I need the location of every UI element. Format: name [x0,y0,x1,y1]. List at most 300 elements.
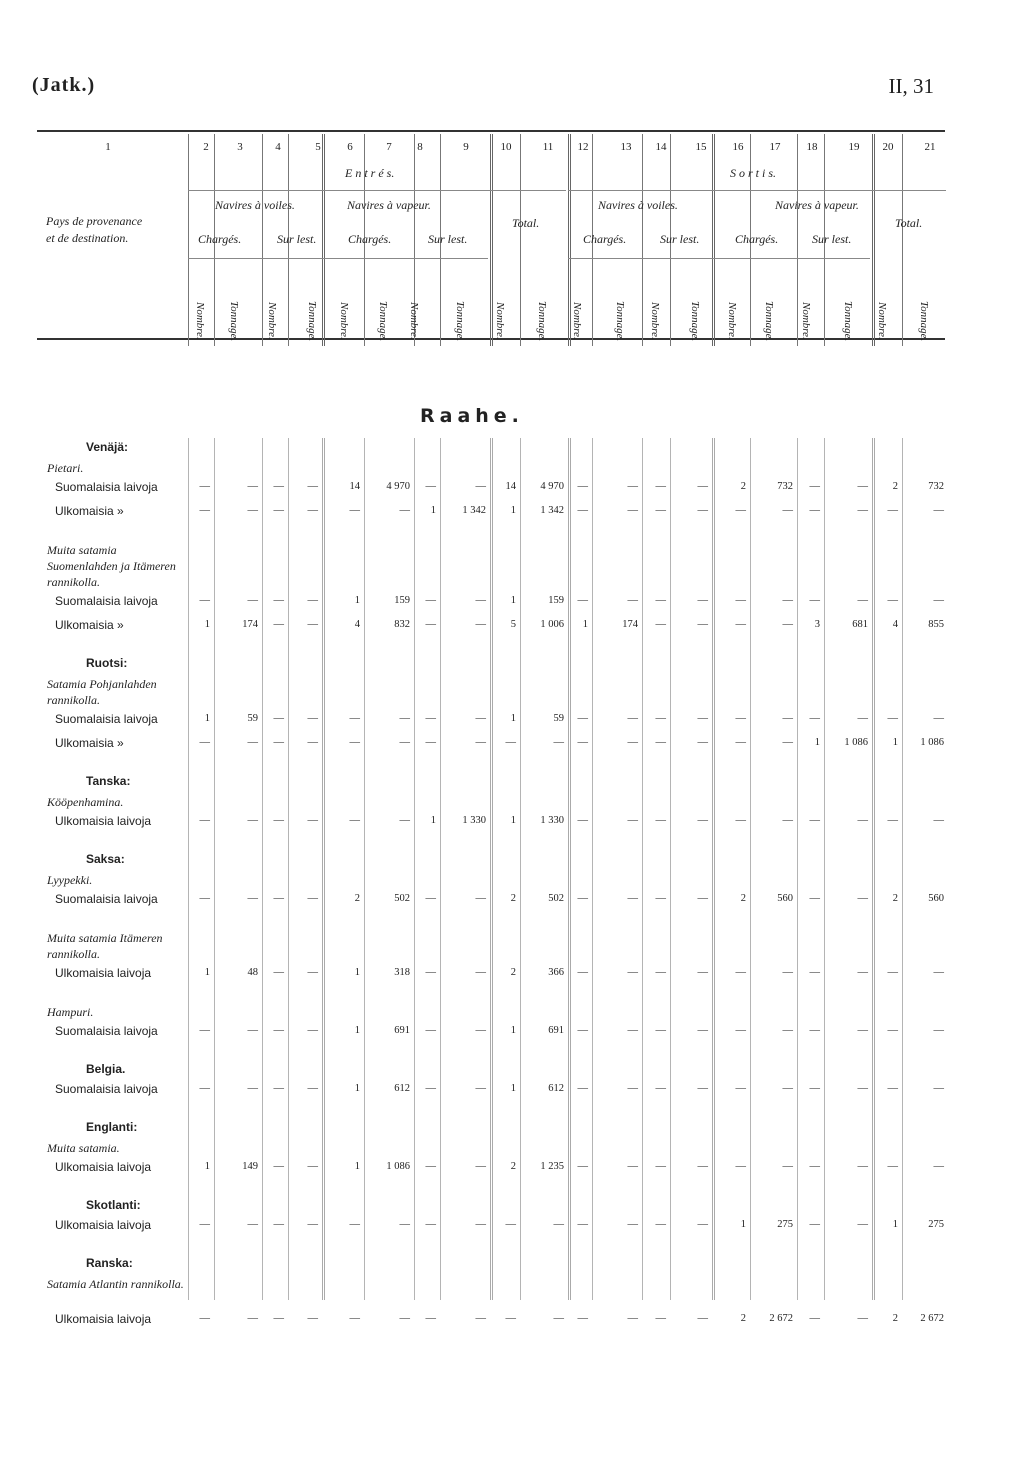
table-cell: — [399,737,410,748]
nombre-header: Nombre. [649,302,661,340]
table-cell: — [273,1025,284,1036]
table-cell: 366 [548,967,564,978]
table-cell: — [273,737,284,748]
table-cell: — [247,737,258,748]
table-cell: — [399,815,410,826]
sur-lest-label: Sur lest. [660,232,700,246]
row-label: Ulkomaisia laivoja [55,814,152,828]
country-heading: Saksa: [86,852,125,866]
table-cell: 1 086 [844,737,868,748]
column-number: 20 [882,141,894,153]
column-number: 10 [500,141,512,153]
place-label: Lyypekki. [47,873,93,887]
table-cell: — [857,595,868,606]
first-col-label-line2: et de destination. [46,231,129,245]
table-cell: 174 [622,619,638,630]
table-cell: — [425,737,436,748]
nombre-header: Nombre. [194,302,206,340]
country-heading: Ruotsi: [86,656,128,670]
column-number: 5 [315,141,321,153]
table-cell: 1 [204,713,210,724]
tonnage-header: Tonnage. [614,300,626,342]
body-column-rule [750,438,751,1300]
table-cell: 159 [548,595,564,606]
table-cell: — [809,967,820,978]
table-cell: — [199,595,210,606]
table-cell: 502 [394,893,410,904]
table-cell: — [697,481,708,492]
place-label: Muita satamia Suomenlahden ja Itämeren rannikolla. [47,543,176,589]
table-cell: — [425,967,436,978]
sortis-vapeur-label: Navires à vapeur. [775,198,859,212]
table-cell: — [857,815,868,826]
table-cell: — [697,619,708,630]
table-cell: — [782,737,793,748]
table-cell: — [505,737,516,748]
table-cell: — [735,815,746,826]
table-cell: — [577,737,588,748]
table-cell: — [697,815,708,826]
table-cell: — [933,713,944,724]
body-column-rule [824,438,825,1300]
page-number: II, 31 [888,74,934,98]
table-cell: — [247,1083,258,1094]
table-cell: 732 [777,481,793,492]
table-cell: 1 [814,737,820,748]
table-cell: — [399,1313,410,1324]
table-cell: — [809,1313,820,1324]
table-cell: — [782,815,793,826]
table-cell: — [655,1219,666,1230]
nombre-header: Nombre. [876,302,888,340]
table-cell: — [697,505,708,516]
table-cell: 275 [777,1219,793,1230]
table-cell: 48 [247,967,258,978]
column-number: 19 [848,141,860,153]
table-cell: 1 342 [540,505,564,516]
table-cell: — [809,893,820,904]
column-number: 12 [577,141,589,153]
table-cell: — [307,505,318,516]
table-cell: 4 970 [540,481,564,492]
table-cell: 3 [814,619,820,630]
table-cell: — [809,713,820,724]
table-cell: — [577,1313,588,1324]
table-cell: — [857,481,868,492]
table-cell: — [627,713,638,724]
table-cell: — [577,713,588,724]
table-cell: 1 [354,1025,360,1036]
table-cell: 502 [548,893,564,904]
table-cell: — [247,1219,258,1230]
column-rule [322,134,325,346]
table-cell: 1 [204,1161,210,1172]
table-cell: — [735,1025,746,1036]
column-rule [262,134,263,346]
table-cell: 2 [740,481,746,492]
table-cell: — [307,595,318,606]
entres-voiles-label: Navires à voiles. [215,198,295,212]
table-cell: — [857,713,868,724]
table-cell: — [577,505,588,516]
nombre-header: Nombre. [726,302,738,340]
row-label: Suomalaisia laivoja [55,892,158,906]
table-cell: — [782,713,793,724]
table-cell: 5 [510,619,516,630]
table-cell: — [425,713,436,724]
body-column-rule [364,438,365,1300]
table-cell: — [887,595,898,606]
table-top-rule [37,130,945,132]
table-cell: 1 330 [462,815,486,826]
entres-total-label: Total. [512,216,540,230]
table-cell: — [735,967,746,978]
tonnage-header: Tonnage. [689,300,701,342]
table-cell: — [655,713,666,724]
table-cell: — [697,967,708,978]
table-cell: 2 672 [920,1313,944,1324]
place-label: Satamia Pohjanlahden rannikolla. [47,677,157,707]
row-label: Ulkomaisia laivoja [55,1218,152,1232]
table-cell: — [735,1083,746,1094]
table-cell: — [349,1219,360,1230]
continuation-marker: (Jatk.) [32,74,96,96]
table-cell: 1 [204,619,210,630]
column-number: 21 [924,141,936,153]
table-cell: — [199,1025,210,1036]
table-cell: — [577,595,588,606]
table-cell: — [247,595,258,606]
table-cell: 2 [510,1161,516,1172]
table-cell: — [475,1161,486,1172]
place-label: Kööpenhamina. [47,795,124,809]
table-cell: 1 [510,815,516,826]
table-cell: 2 [892,893,898,904]
tonnage-header: Tonnage. [228,300,240,342]
sortis-total-label: Total. [895,216,923,230]
table-cell: — [697,713,708,724]
table-cell: — [697,1083,708,1094]
table-cell: 1 [204,967,210,978]
place-label: Muita satamia Itämeren rannikolla. [47,931,163,961]
table-cell: — [273,1219,284,1230]
table-cell: 612 [548,1083,564,1094]
table-cell: — [273,815,284,826]
tonnage-header: Tonnage. [306,300,318,342]
header-subrule [568,258,870,259]
table-cell: — [655,595,666,606]
column-number: 18 [806,141,818,153]
table-cell: 59 [553,713,564,724]
table-cell: — [627,967,638,978]
table-cell: — [577,1161,588,1172]
table-cell: — [809,481,820,492]
table-cell: — [857,967,868,978]
sur-lest-label: Sur lest. [277,232,317,246]
table-cell: 1 [510,595,516,606]
row-label: Ulkomaisia laivoja [55,966,152,980]
column-number: 8 [417,141,423,153]
table-cell: 1 086 [386,1161,410,1172]
row-label: Ulkomaisia » [55,736,124,750]
table-cell: 14 [349,481,360,492]
row-label: Ulkomaisia laivoja [55,1312,152,1326]
table-cell: — [697,595,708,606]
table-cell: — [505,1313,516,1324]
table-cell: — [735,619,746,630]
table-cell: 2 672 [769,1313,793,1324]
table-cell: — [627,1313,638,1324]
table-cell: — [627,1219,638,1230]
table-cell: — [475,1083,486,1094]
table-cell: — [425,1313,436,1324]
table-cell: — [577,1219,588,1230]
column-number: 3 [237,141,243,153]
table-cell: — [475,737,486,748]
row-label: Suomalaisia laivoja [55,480,158,494]
body-column-rule [288,438,289,1300]
table-cell: 2 [892,481,898,492]
table-cell: — [425,481,436,492]
table-cell: — [697,893,708,904]
table-cell: — [627,481,638,492]
table-cell: — [553,737,564,748]
charges-label: Chargés. [583,232,627,246]
table-cell: — [655,1083,666,1094]
body-column-rule [440,438,441,1300]
table-cell: — [199,1313,210,1324]
table-cell: — [655,1161,666,1172]
table-cell: — [782,619,793,630]
table-cell: — [349,737,360,748]
place-label: Pietari. [47,461,84,475]
column-number: 17 [769,141,781,153]
country-heading: Venäjä: [86,440,129,454]
table-cell: 560 [928,893,944,904]
table-cell: 2 [354,893,360,904]
table-cell: — [307,815,318,826]
table-cell: — [247,893,258,904]
table-cell: — [655,505,666,516]
table-cell: 149 [242,1161,258,1172]
table-cell: 4 970 [386,481,410,492]
row-label: Suomalaisia laivoja [55,1082,158,1096]
table-cell: — [735,1161,746,1172]
table-cell: 1 [510,505,516,516]
charges-label: Chargés. [198,232,242,246]
table-cell: — [697,1313,708,1324]
table-cell: — [809,1083,820,1094]
column-rule [902,134,903,346]
table-cell: — [349,1313,360,1324]
table-cell: — [697,1219,708,1230]
country-heading: Englanti: [86,1120,138,1134]
table-cell: 174 [242,619,258,630]
table-cell: — [425,1219,436,1230]
table-cell: — [425,1161,436,1172]
table-cell: 2 [892,1313,898,1324]
table-cell: 1 [354,967,360,978]
table-cell: — [735,505,746,516]
table-cell: 1 [354,1161,360,1172]
table-cell: — [247,481,258,492]
table-cell: — [399,713,410,724]
table-cell: 1 [430,505,436,516]
column-rule [712,134,715,346]
first-col-label-line1: Pays de provenance [46,214,143,228]
sortis-voiles-label: Navires à voiles. [598,198,678,212]
table-cell: — [735,713,746,724]
sur-lest-label: Sur lest. [812,232,852,246]
table-cell: — [782,967,793,978]
table-cell: — [273,595,284,606]
table-cell: — [655,1313,666,1324]
table-cell: — [199,737,210,748]
table-cell: 59 [247,713,258,724]
table-cell: — [809,595,820,606]
tonnage-header: Tonnage. [454,300,466,342]
table-cell: — [697,737,708,748]
table-cell: — [809,1025,820,1036]
header-subrule [188,190,566,191]
table-cell: 318 [394,967,410,978]
table-cell: — [933,1083,944,1094]
table-cell: — [349,505,360,516]
table-cell: — [273,1161,284,1172]
table-cell: 681 [852,619,868,630]
table-cell: — [273,893,284,904]
tonnage-header: Tonnage. [377,300,389,342]
table-cell: 1 [354,1083,360,1094]
table-cell: — [475,713,486,724]
nombre-header: Nombre. [266,302,278,340]
table-cell: 1 [740,1219,746,1230]
table-cell: 1 [892,1219,898,1230]
table-cell: — [425,619,436,630]
sur-lest-label: Sur lest. [428,232,468,246]
table-cell: — [425,595,436,606]
tonnage-header: Tonnage. [536,300,548,342]
table-cell: — [933,815,944,826]
nombre-header: Nombre. [338,302,350,340]
country-heading: Skotlanti: [86,1198,141,1212]
table-cell: — [782,595,793,606]
charges-label: Chargés. [735,232,779,246]
table-cell: 2 [510,893,516,904]
table-cell: — [273,1313,284,1324]
body-column-rule [214,438,215,1300]
section-title: Raahe. [420,405,524,427]
body-column-rule [262,438,263,1300]
table-cell: — [247,1025,258,1036]
table-cell: — [887,505,898,516]
table-cell: — [933,595,944,606]
table-cell: — [857,893,868,904]
table-cell: — [475,1313,486,1324]
table-cell: — [273,967,284,978]
table-cell: 2 [740,1313,746,1324]
table-cell: — [655,815,666,826]
table-cell: — [655,619,666,630]
body-column-rule [414,438,415,1300]
nombre-header: Nombre. [571,302,583,340]
table-cell: — [247,1313,258,1324]
country-heading: Belgia. [86,1062,126,1076]
table-cell: — [307,893,318,904]
table-cell: — [577,967,588,978]
table-cell: 159 [394,595,410,606]
table-cell: 1 [354,595,360,606]
table-cell: — [655,737,666,748]
table-cell: — [475,481,486,492]
table-cell: 1 [582,619,588,630]
table-cell: 1 086 [920,737,944,748]
body-column-rule [568,438,571,1300]
table-cell: — [399,1219,410,1230]
first-col-label [46,213,186,247]
tonnage-header: Tonnage. [842,300,854,342]
table-cell: — [655,893,666,904]
table-cell: 832 [394,619,410,630]
entres-label: E n t r é s. [345,166,395,180]
table-cell: — [553,1313,564,1324]
table-cell: 4 [354,619,360,630]
table-cell: — [887,713,898,724]
table-cell: — [809,1219,820,1230]
table-cell: — [577,1025,588,1036]
column-number: 9 [463,141,469,153]
table-cell: — [247,505,258,516]
row-label: Ulkomaisia laivoja [55,1160,152,1174]
table-cell: 560 [777,893,793,904]
body-column-rule [670,438,671,1300]
table-cell: — [425,893,436,904]
table-cell: 1 006 [540,619,564,630]
row-label: Ulkomaisia » [55,504,124,518]
table-cell: — [627,505,638,516]
table-cell: — [857,1313,868,1324]
table-cell: — [199,893,210,904]
table-cell: — [857,1161,868,1172]
table-cell: — [475,1025,486,1036]
table-cell: — [809,815,820,826]
table-cell: — [655,481,666,492]
table-cell: — [307,1083,318,1094]
table-cell: — [857,1083,868,1094]
tonnage-header: Tonnage. [763,300,775,342]
table-cell: — [857,505,868,516]
table-cell: — [307,481,318,492]
table-cell: 2 [510,967,516,978]
table-cell: — [475,893,486,904]
nombre-header: Nombre. [800,302,812,340]
table-cell: — [199,505,210,516]
table-cell: — [273,713,284,724]
table-cell: 612 [394,1083,410,1094]
table-cell: 2 [740,893,746,904]
table-cell: — [782,1161,793,1172]
charges-label: Chargés. [348,232,392,246]
table-cell: — [655,967,666,978]
table-cell: — [307,619,318,630]
column-number: 1 [105,141,111,153]
row-label: Ulkomaisia » [55,618,124,632]
table-cell: — [577,893,588,904]
table-cell: — [577,1083,588,1094]
column-number: 13 [620,141,632,153]
table-cell: — [857,1219,868,1230]
table-cell: — [735,595,746,606]
